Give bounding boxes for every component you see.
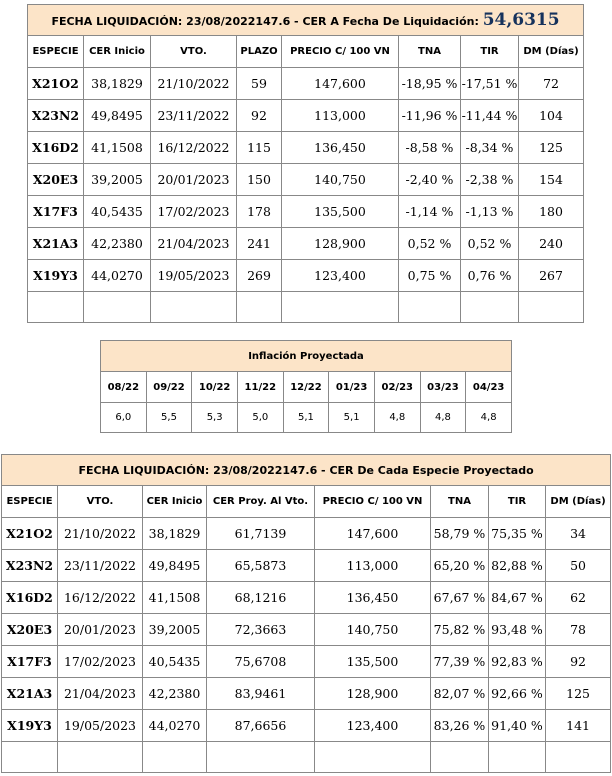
inflation-month: 09/22: [146, 372, 192, 403]
empty-cell: [399, 292, 461, 323]
table-cell: 115: [237, 132, 282, 164]
table-cell: 125: [546, 678, 611, 710]
col-plazo: PLAZO: [237, 36, 282, 68]
empty-cell: [546, 742, 611, 773]
col-tir: TIR: [461, 36, 519, 68]
column-headers: [2, 486, 611, 518]
table-cell: 38,1829: [143, 518, 207, 550]
table-cell: 62: [546, 582, 611, 614]
col-dm: DM (Días): [519, 36, 584, 68]
table-cell: 92,66 %: [489, 678, 546, 710]
table-cell: -18,95 %: [399, 68, 461, 100]
table-cell: 67,67 %: [431, 582, 489, 614]
inflation-month: 12/22: [283, 372, 329, 403]
table-row: [28, 228, 584, 260]
table-cell: 136,450: [282, 132, 399, 164]
col-vto: VTO.: [58, 486, 143, 518]
table-cell: 77,39 %: [431, 646, 489, 678]
table-cell: 150: [237, 164, 282, 196]
table-cell: 135,500: [315, 646, 431, 678]
inflation-months-row: [101, 372, 512, 403]
table-cell: 75,35 %: [489, 518, 546, 550]
table-row: [2, 582, 611, 614]
empty-cell: [207, 742, 315, 773]
empty-cell: [58, 742, 143, 773]
table-cell: 42,2380: [84, 228, 151, 260]
table-cell: 23/11/2022: [58, 550, 143, 582]
inflation-value: 4,8: [420, 403, 466, 433]
table-cell: 83,9461: [207, 678, 315, 710]
cer-settlement-table: [27, 4, 584, 323]
inflation-value: 4,8: [374, 403, 420, 433]
empty-cell: [143, 742, 207, 773]
inflation-month: 03/23: [420, 372, 466, 403]
table-cell: 267: [519, 260, 584, 292]
table-row: [28, 164, 584, 196]
table-cell: X20E3: [28, 164, 84, 196]
table-cell: X17F3: [28, 196, 84, 228]
table-cell: 113,000: [282, 100, 399, 132]
empty-cell: [519, 292, 584, 323]
inflation-month: 04/23: [466, 372, 512, 403]
table-row: [28, 196, 584, 228]
empty-cell: [431, 742, 489, 773]
table-row: [2, 550, 611, 582]
table-cell: 75,82 %: [431, 614, 489, 646]
table-cell: 147,600: [282, 68, 399, 100]
table-cell: 17/02/2023: [58, 646, 143, 678]
empty-cell: [489, 742, 546, 773]
inflation-month: 08/22: [101, 372, 147, 403]
table-cell: 44,0270: [143, 710, 207, 742]
inflation-title: Inflación Proyectada: [101, 341, 512, 372]
col-dm: DM (Días): [546, 486, 611, 518]
table-cell: X21O2: [28, 68, 84, 100]
table-cell: 84,67 %: [489, 582, 546, 614]
col-tna: TNA: [431, 486, 489, 518]
table-cell: 0,76 %: [461, 260, 519, 292]
table-cell: 21/10/2022: [151, 68, 237, 100]
table-cell: 83,26 %: [431, 710, 489, 742]
table-cell: 128,900: [315, 678, 431, 710]
empty-cell: [315, 742, 431, 773]
table-cell: 87,6656: [207, 710, 315, 742]
projected-cer-table: [1, 454, 611, 773]
table-cell: 49,8495: [84, 100, 151, 132]
table-cell: 82,88 %: [489, 550, 546, 582]
table-cell: 269: [237, 260, 282, 292]
title-text: FECHA LIQUIDACIÓN: 23/08/2022147.6 - CER A Fecha De Liquidación:: [51, 15, 479, 28]
empty-row: [28, 292, 584, 323]
table-cell: 78: [546, 614, 611, 646]
table-cell: 23/11/2022: [151, 100, 237, 132]
table-cell: X20E3: [2, 614, 58, 646]
cer-value: 54,6315: [482, 10, 560, 30]
table-title: [28, 5, 584, 36]
col-tna: TNA: [399, 36, 461, 68]
empty-row: [2, 742, 611, 773]
col-precio: PRECIO C/ 100 VN: [282, 36, 399, 68]
inflation-value: 5,5: [146, 403, 192, 433]
table-cell: 147,600: [315, 518, 431, 550]
table-cell: 75,6708: [207, 646, 315, 678]
table-row: [2, 518, 611, 550]
table-cell: 40,5435: [143, 646, 207, 678]
table-cell: 19/05/2023: [58, 710, 143, 742]
table-row: [2, 614, 611, 646]
table-cell: 20/01/2023: [58, 614, 143, 646]
table-cell: 50: [546, 550, 611, 582]
inflation-value: 4,8: [466, 403, 512, 433]
empty-cell: [282, 292, 399, 323]
col-especie: ESPECIE: [2, 486, 58, 518]
table-cell: 125: [519, 132, 584, 164]
table-cell: 123,400: [315, 710, 431, 742]
col-vto: VTO.: [151, 36, 237, 68]
table-row: [2, 646, 611, 678]
table-cell: -2,38 %: [461, 164, 519, 196]
table-cell: 40,5435: [84, 196, 151, 228]
inflation-value: 5,1: [329, 403, 375, 433]
table-row: [28, 132, 584, 164]
table-cell: 65,5873: [207, 550, 315, 582]
table-cell: 49,8495: [143, 550, 207, 582]
table-title: FECHA LIQUIDACIÓN: 23/08/2022147.6 - CER De Cada Especie Proyectado: [2, 455, 611, 486]
inflation-table: [100, 340, 512, 433]
table-cell: 140,750: [315, 614, 431, 646]
table-cell: 39,2005: [143, 614, 207, 646]
table-row: [2, 678, 611, 710]
table-cell: 65,20 %: [431, 550, 489, 582]
inflation-value: 5,0: [237, 403, 283, 433]
table-cell: 58,79 %: [431, 518, 489, 550]
table-cell: 44,0270: [84, 260, 151, 292]
table-cell: 0,52 %: [399, 228, 461, 260]
table-cell: 0,75 %: [399, 260, 461, 292]
col-especie: ESPECIE: [28, 36, 84, 68]
col-cer-inicio: CER Inicio: [84, 36, 151, 68]
empty-cell: [151, 292, 237, 323]
table-cell: 104: [519, 100, 584, 132]
inflation-values-row: [101, 403, 512, 433]
table-cell: X16D2: [28, 132, 84, 164]
table-cell: 135,500: [282, 196, 399, 228]
inflation-month: 01/23: [329, 372, 375, 403]
table-cell: 240: [519, 228, 584, 260]
col-cer-inicio: CER Inicio: [143, 486, 207, 518]
table-cell: X19Y3: [2, 710, 58, 742]
table-cell: 20/01/2023: [151, 164, 237, 196]
inflation-month: 10/22: [192, 372, 238, 403]
empty-cell: [28, 292, 84, 323]
table-cell: X23N2: [2, 550, 58, 582]
table-cell: 178: [237, 196, 282, 228]
table-cell: 180: [519, 196, 584, 228]
inflation-month: 02/23: [374, 372, 420, 403]
table-cell: 21/04/2023: [151, 228, 237, 260]
table-cell: X21O2: [2, 518, 58, 550]
table-cell: -8,58 %: [399, 132, 461, 164]
table-cell: 39,2005: [84, 164, 151, 196]
table-cell: X19Y3: [28, 260, 84, 292]
table-cell: 91,40 %: [489, 710, 546, 742]
table-cell: -11,44 %: [461, 100, 519, 132]
table-cell: 42,2380: [143, 678, 207, 710]
empty-cell: [461, 292, 519, 323]
inflation-title-row: [101, 341, 512, 372]
table-cell: X16D2: [2, 582, 58, 614]
table-cell: X21A3: [28, 228, 84, 260]
table-cell: 41,1508: [84, 132, 151, 164]
table-title-row: [2, 455, 611, 486]
col-precio: PRECIO C/ 100 VN: [315, 486, 431, 518]
table-cell: 68,1216: [207, 582, 315, 614]
table-cell: 92: [546, 646, 611, 678]
inflation-month: 11/22: [237, 372, 283, 403]
table-cell: 38,1829: [84, 68, 151, 100]
table-cell: 241: [237, 228, 282, 260]
table-cell: 128,900: [282, 228, 399, 260]
table-row: [28, 100, 584, 132]
table-cell: 17/02/2023: [151, 196, 237, 228]
table-cell: 93,48 %: [489, 614, 546, 646]
table-row: [28, 260, 584, 292]
table-cell: X23N2: [28, 100, 84, 132]
table-cell: 92,83 %: [489, 646, 546, 678]
table-cell: -17,51 %: [461, 68, 519, 100]
table-cell: -1,14 %: [399, 196, 461, 228]
inflation-value: 6,0: [101, 403, 147, 433]
table-cell: 136,450: [315, 582, 431, 614]
table-cell: 16/12/2022: [151, 132, 237, 164]
table-cell: 59: [237, 68, 282, 100]
inflation-value: 5,3: [192, 403, 238, 433]
table-cell: 82,07 %: [431, 678, 489, 710]
table-cell: 16/12/2022: [58, 582, 143, 614]
table-cell: 61,7139: [207, 518, 315, 550]
table-cell: -8,34 %: [461, 132, 519, 164]
table-cell: 154: [519, 164, 584, 196]
col-tir: TIR: [489, 486, 546, 518]
table-row: [28, 68, 584, 100]
inflation-value: 5,1: [283, 403, 329, 433]
table-cell: 113,000: [315, 550, 431, 582]
table-cell: -2,40 %: [399, 164, 461, 196]
table-cell: 141: [546, 710, 611, 742]
table-cell: 21/10/2022: [58, 518, 143, 550]
table-cell: -1,13 %: [461, 196, 519, 228]
table-row: [2, 710, 611, 742]
table-cell: X21A3: [2, 678, 58, 710]
column-headers: [28, 36, 584, 68]
table-cell: X17F3: [2, 646, 58, 678]
table-cell: 19/05/2023: [151, 260, 237, 292]
table-cell: 21/04/2023: [58, 678, 143, 710]
table-cell: 34: [546, 518, 611, 550]
table-cell: 72: [519, 68, 584, 100]
table-cell: -11,96 %: [399, 100, 461, 132]
empty-cell: [84, 292, 151, 323]
empty-cell: [2, 742, 58, 773]
table-title-row: [28, 5, 584, 36]
empty-cell: [237, 292, 282, 323]
table-cell: 41,1508: [143, 582, 207, 614]
col-cer-proy: CER Proy. Al Vto.: [207, 486, 315, 518]
table-cell: 0,52 %: [461, 228, 519, 260]
table-cell: 92: [237, 100, 282, 132]
table-cell: 123,400: [282, 260, 399, 292]
table-cell: 140,750: [282, 164, 399, 196]
table-cell: 72,3663: [207, 614, 315, 646]
